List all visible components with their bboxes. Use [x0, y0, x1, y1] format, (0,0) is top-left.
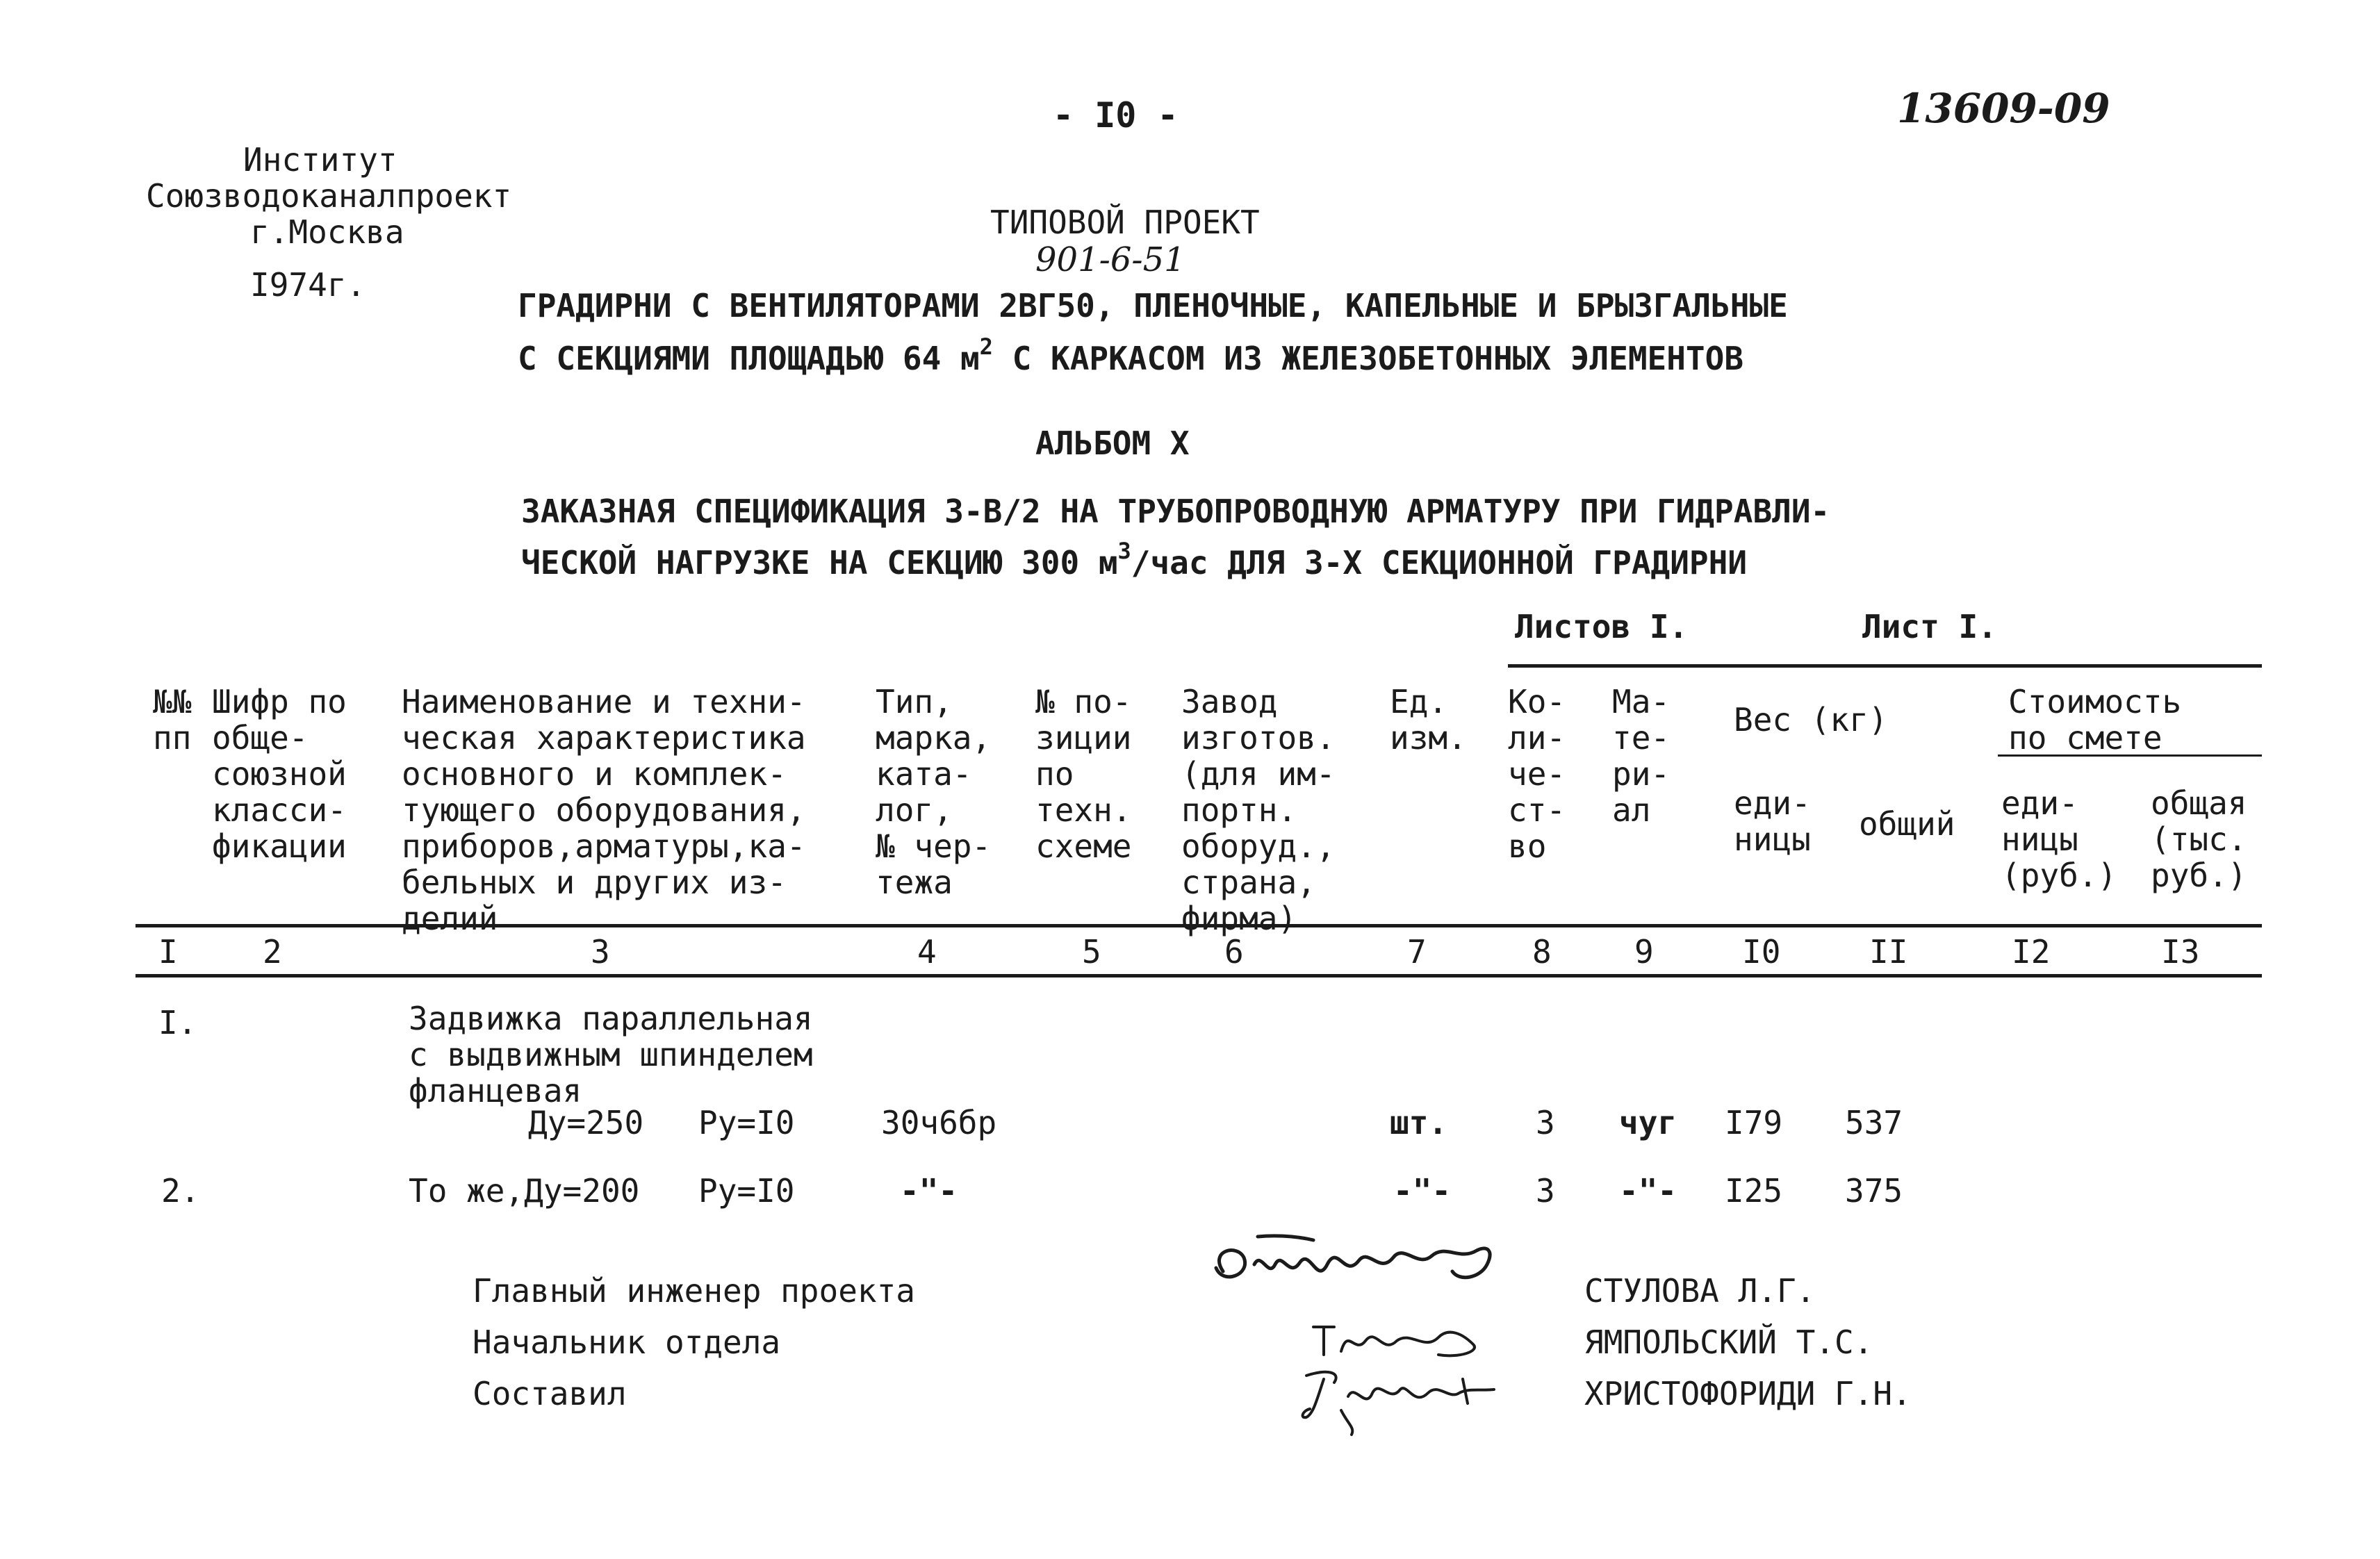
row-1-qty: 3: [1536, 1104, 1555, 1141]
signature-name-2: ЯМПОЛЬСКИЙ Т.С.: [1584, 1323, 1873, 1361]
spec-line-2: ЧЕСКОЙ НАГРУЗКЕ НА СЕКЦИЮ 300 $м^3$/час ДЛЯ 3-Х СЕКЦИОННОЙ ГРАДИРНИ: [521, 538, 1748, 581]
row-2-weight-unit: I25: [1725, 1172, 1783, 1210]
column-number-7: 7: [1407, 933, 1427, 971]
spec-line-1: ЗАКАЗНАЯ СПЕЦИФИКАЦИЯ 3-В/2 НА ТРУБОПРОВОДНУЮ АРМАТУРУ ПРИ ГИДРАВЛИ-: [521, 493, 1830, 530]
signature-name-3: ХРИСТОФОРИДИ Г.Н.: [1584, 1375, 1912, 1412]
title-line-1: ГРАДИРНИ С ВЕНТИЛЯТОРАМИ 2ВГ50, ПЛЕНОЧНЫЕ, КАПЕЛЬНЫЕ И БРЫЗГАЛЬНЫЕ: [518, 287, 1788, 324]
year: I974г.: [250, 266, 366, 304]
column-number-4: 4: [917, 933, 937, 971]
sheets-total: Листов I.: [1515, 608, 1689, 645]
column-number-5: 5: [1082, 933, 1101, 971]
header-col-13: общая (тыс. руб.): [2151, 784, 2247, 894]
column-number-9: 9: [1634, 933, 1654, 971]
column-number-10: I0: [1742, 933, 1781, 971]
institute-line-2: Союзводоканалпроект: [146, 177, 512, 215]
header-col-11: общий: [1859, 805, 1955, 843]
row-1-py: Ру=I0: [698, 1104, 795, 1141]
row-2-py: Ру=I0: [698, 1172, 795, 1210]
header-col-9: Ма- те- ри- ал: [1612, 683, 1671, 829]
header-col-10: еди- ницы: [1734, 784, 1811, 858]
row-2-number: 2.: [161, 1172, 200, 1210]
header-weight-group: Вес (кг): [1734, 701, 1888, 739]
header-cost-group: Стоимость по смете: [2008, 683, 2182, 757]
column-number-3: 3: [591, 933, 610, 971]
signature-mark-1: [1195, 1209, 1501, 1306]
row-1-weight-unit: I79: [1725, 1104, 1783, 1141]
row-2-material: -"-: [1619, 1172, 1677, 1210]
album-title: АЛЬБОМ X: [1035, 424, 1190, 462]
project-label: ТИПОВОЙ ПРОЕКТ: [990, 204, 1260, 241]
page-number: - I0 -: [1053, 95, 1179, 135]
header-col-8: Ко- ли- че- ст- во: [1508, 683, 1566, 865]
column-number-8: 8: [1532, 933, 1552, 971]
table-top-rule: [1508, 664, 2262, 668]
title-line-2: С СЕКЦИЯМИ ПЛОЩАДЬЮ 64 $м^2$ С КАРКАСОМ ИЗ ЖЕЛЕЗОБЕТОННЫХ ЭЛЕМЕНТОВ: [518, 333, 1744, 377]
header-col-1: №№ пп: [153, 683, 192, 757]
header-col-4: Тип, марка, ката- лог, № чер- тежа: [876, 683, 992, 901]
row-1-material: чуг: [1619, 1104, 1677, 1141]
header-col-7: Ед. изм.: [1390, 683, 1467, 757]
signature-name-1: СТУЛОВА Л.Г.: [1584, 1272, 1816, 1310]
row-2-qty: 3: [1536, 1172, 1555, 1210]
signature-mark-3: [1286, 1362, 1515, 1438]
row-1-weight-total: 537: [1845, 1104, 1903, 1141]
row-1-du: Ду=250: [528, 1104, 644, 1141]
row-1-number: I.: [158, 1004, 197, 1041]
institute-line-3: г.Москва: [250, 213, 404, 251]
column-number-13: I3: [2161, 933, 2200, 971]
column-number-2: 2: [263, 933, 282, 971]
institute-line-1: Институт: [243, 141, 397, 179]
column-number-1: I: [158, 933, 178, 971]
header-col-2: Шифр по обще- союзной класси- фикации: [212, 683, 347, 865]
signature-role-2: Начальник отдела: [473, 1323, 781, 1361]
row-2-name: То же,Ду=200: [409, 1172, 640, 1210]
header-col-12: еди- ницы (руб.): [2001, 784, 2117, 894]
row-2-weight-total: 375: [1845, 1172, 1903, 1210]
signature-role-1: Главный инженер проекта: [473, 1272, 915, 1310]
row-1-name: Задвижка параллельная с выдвижным шпинделем фланцевая: [409, 1000, 813, 1110]
row-2-type: -"-: [900, 1172, 958, 1210]
sheet-number: Лист I.: [1862, 608, 1997, 645]
column-number-11: II: [1869, 933, 1908, 971]
column-number-6: 6: [1224, 933, 1244, 971]
signature-mark-2: [1299, 1313, 1494, 1369]
header-col-5: № по- зиции по техн. схеме: [1035, 683, 1132, 865]
row-1-type: 30ч6бр: [881, 1104, 997, 1141]
project-number: 901-6-51: [1035, 240, 1185, 279]
document-code: 13609-09: [1897, 85, 2110, 132]
row-1-unit: шт.: [1390, 1104, 1448, 1141]
column-number-12: I2: [2012, 933, 2051, 971]
signature-role-3: Составил: [473, 1375, 627, 1412]
row-2-unit: -"-: [1393, 1172, 1452, 1210]
column-numbers-rule: [136, 974, 2262, 978]
header-col-6: Завод изготов. (для им- портн. оборуд., страна, фирма): [1181, 683, 1336, 937]
header-col-3: Наименование и техни- ческая характеристика основного и комплек- тующего оборудования, приборов,арматуры,ка- бельных и других из- делий: [402, 683, 806, 937]
